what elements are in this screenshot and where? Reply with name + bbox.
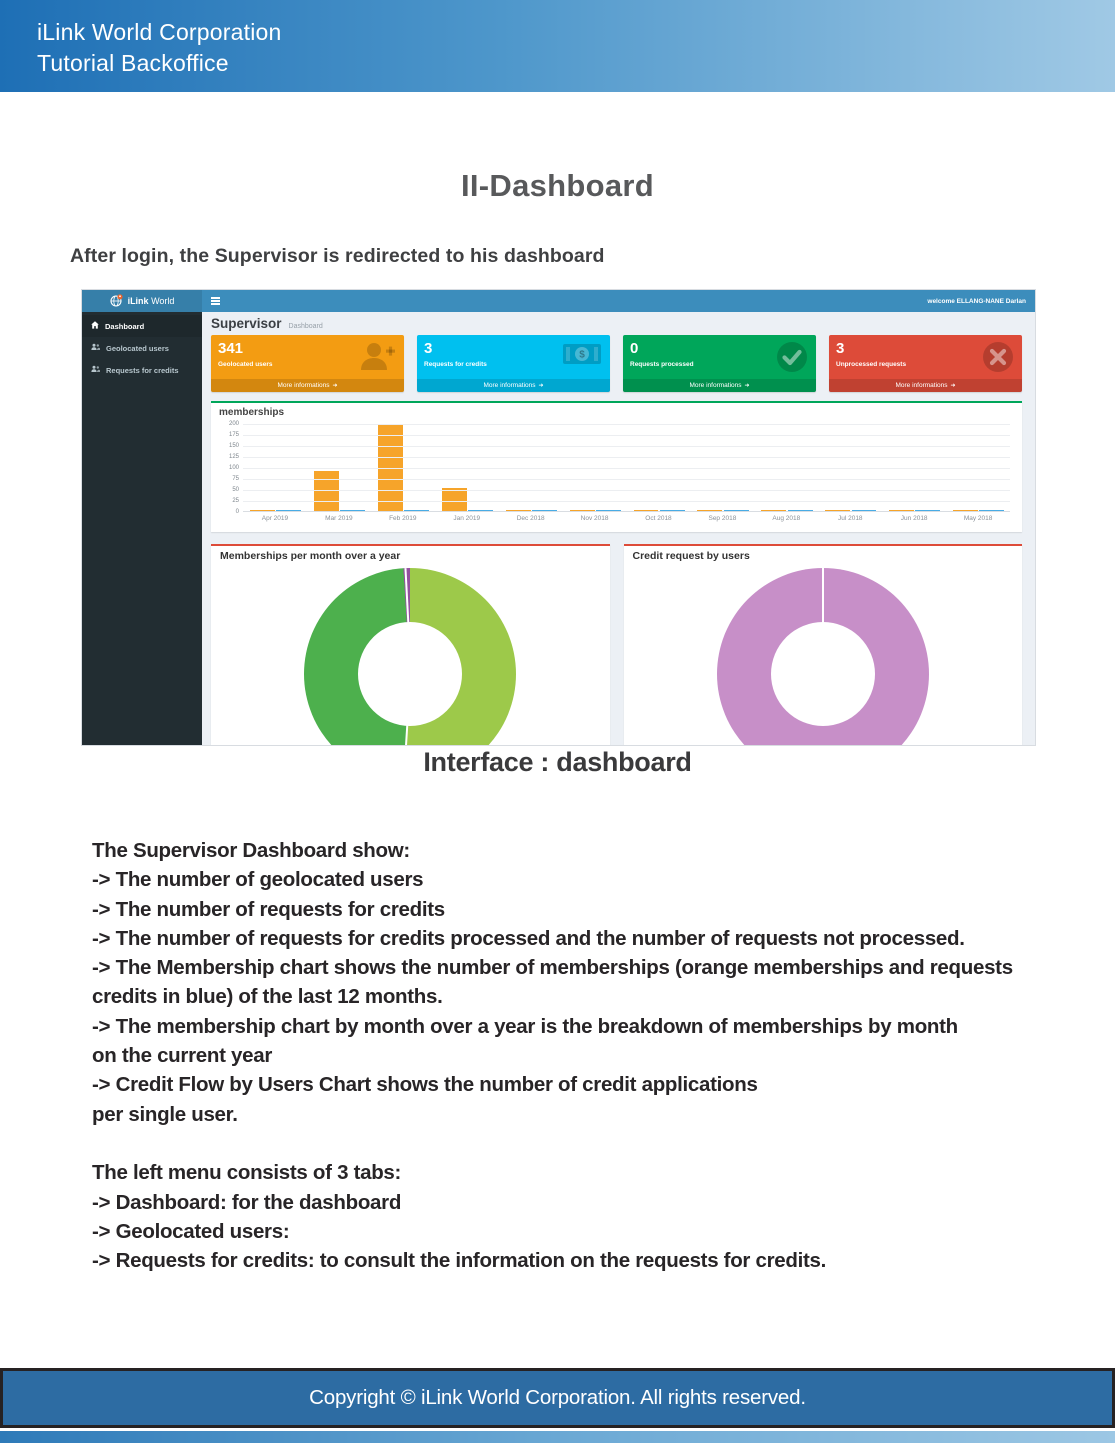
stat-value: 3 xyxy=(836,340,845,357)
body-line: -> The membership chart by month over a year is the breakdown of memberships by month xyxy=(92,1014,958,1038)
y-tick-label: 50 xyxy=(232,487,239,493)
svg-text:$: $ xyxy=(579,349,585,361)
breadcrumb: Dashboard xyxy=(288,323,323,330)
x-circle-icon xyxy=(982,341,1014,378)
body-line: on the current year xyxy=(92,1044,272,1068)
users-icon xyxy=(91,343,100,353)
app-sidebar xyxy=(82,312,202,745)
app-logo[interactable] xyxy=(82,290,202,312)
check-circle-icon xyxy=(776,341,808,378)
stat-cards-row xyxy=(211,335,1022,392)
stat-label: Geolocated users xyxy=(218,361,273,368)
body-line: -> Geolocated users: xyxy=(92,1219,290,1243)
arrow-circle-icon: ➜ xyxy=(950,383,956,389)
more-informations-link[interactable] xyxy=(211,379,404,392)
chart-title: Credit request by users xyxy=(632,550,750,562)
chart-title: memberships xyxy=(219,407,285,418)
body-line: -> The number of geolocated users xyxy=(92,868,424,892)
x-tick-label: Sep 2018 xyxy=(708,515,737,522)
x-tick-label: Mar 2019 xyxy=(325,515,353,522)
sidebar-item-label: Requests for credits xyxy=(106,365,179,375)
plot-area xyxy=(243,424,1010,512)
sidebar-item-requests-for-credits[interactable] xyxy=(82,359,202,381)
y-tick-label: 175 xyxy=(228,432,239,438)
body-line: -> Requests for credits: to consult the information on the requests for credits. xyxy=(92,1249,827,1273)
stat-label: Requests for credits xyxy=(424,361,487,368)
credit-request-bar xyxy=(915,510,940,511)
more-informations-label: More informations xyxy=(483,382,536,389)
membership-bar xyxy=(250,510,275,511)
stat-card-requests-for-credits xyxy=(417,335,610,392)
credit-request-bar xyxy=(340,510,365,511)
credit-request-bar xyxy=(596,510,621,511)
users-icon xyxy=(91,365,100,375)
credit-request-bar xyxy=(468,510,493,511)
x-tick-label: Nov 2018 xyxy=(580,515,609,522)
membership-bar xyxy=(889,510,914,511)
app-content xyxy=(202,312,1035,745)
page-footer xyxy=(0,1368,1115,1428)
body-line: -> Credit Flow by Users Chart shows the number of credit applications xyxy=(92,1073,758,1097)
memberships-donut-box xyxy=(211,544,610,745)
body-line: -> Dashboard: for the dashboard xyxy=(92,1190,402,1214)
sidebar-item-label: Dashboard xyxy=(105,321,145,331)
stat-value: 0 xyxy=(630,340,639,357)
sidebar-item-dashboard[interactable] xyxy=(82,315,202,337)
arrow-circle-icon: ➜ xyxy=(744,383,750,389)
gridline xyxy=(243,435,1010,436)
more-informations-link[interactable] xyxy=(829,379,1022,392)
x-tick-label: May 2018 xyxy=(963,515,993,522)
memberships-donut-chart xyxy=(304,568,516,745)
memberships-chart-box xyxy=(211,401,1022,532)
x-tick-label: Oct 2018 xyxy=(645,515,672,522)
more-informations-link[interactable] xyxy=(623,379,816,392)
x-tick-label: Jun 2018 xyxy=(900,515,928,522)
y-tick-label: 125 xyxy=(228,454,239,460)
screenshot-caption: Interface : dashboard xyxy=(423,747,692,777)
x-tick-label: Aug 2018 xyxy=(772,515,801,522)
body-line: The left menu consists of 3 tabs: xyxy=(92,1161,402,1185)
body-line: credits in blue) of the last 12 months. xyxy=(92,985,443,1009)
stat-label: Unprocessed requests xyxy=(836,361,907,368)
company-name: iLink World Corporation xyxy=(37,19,282,45)
arrow-circle-icon: ➜ xyxy=(332,383,338,389)
y-tick-label: 100 xyxy=(228,465,239,471)
membership-bar xyxy=(314,471,339,511)
more-informations-link[interactable] xyxy=(417,379,610,392)
page-header xyxy=(0,0,1115,92)
section-title: II-Dashboard xyxy=(460,168,655,203)
membership-bar xyxy=(697,510,722,511)
stat-value: 3 xyxy=(424,340,433,357)
body-line: -> The number of requests for credits processed and the number of requests not processed. xyxy=(92,926,965,950)
x-tick-label: Jan 2019 xyxy=(453,515,481,522)
body-text xyxy=(92,836,1052,1275)
credit-request-bar xyxy=(724,510,749,511)
membership-bar xyxy=(570,510,595,511)
copyright-text: Copyright © iLink World Corporation. All rights reserved. xyxy=(309,1386,806,1409)
membership-bar xyxy=(506,510,531,511)
membership-bar xyxy=(953,510,978,511)
home-icon xyxy=(91,321,99,331)
globe-icon xyxy=(110,294,123,309)
x-tick-label: Jul 2018 xyxy=(837,515,863,522)
gridline xyxy=(243,457,1010,458)
credit-request-donut-chart xyxy=(717,568,929,745)
sidebar-item-label: Geolocated users xyxy=(106,343,169,353)
user-plus-icon xyxy=(360,341,396,376)
credit-request-bar xyxy=(788,510,813,511)
y-tick-label: 150 xyxy=(228,443,239,449)
body-line: -> The number of requests for credits xyxy=(92,897,445,921)
membership-bar xyxy=(825,510,850,511)
body-line xyxy=(92,1129,1052,1158)
body-line: The Supervisor Dashboard show: xyxy=(92,839,410,862)
stat-card-requests-processed xyxy=(623,335,816,392)
gridline xyxy=(243,424,1010,425)
stat-label: Requests processed xyxy=(630,361,694,368)
credit-request-bar xyxy=(404,510,429,511)
gridline xyxy=(243,446,1010,447)
document-subtitle: Tutorial Backoffice xyxy=(37,50,229,76)
brand-bold: iLink xyxy=(127,296,149,306)
y-tick-label: 75 xyxy=(232,476,239,482)
x-axis-labels xyxy=(243,515,1010,522)
membership-bar xyxy=(442,488,467,511)
body-line: per single user. xyxy=(92,1102,238,1126)
gridline xyxy=(243,468,1010,469)
credit-request-bar xyxy=(660,510,685,511)
credit-request-bar xyxy=(852,510,877,511)
footer-accent-strip xyxy=(0,1431,1115,1443)
more-informations-label: More informations xyxy=(689,382,742,389)
gridline xyxy=(243,490,1010,491)
welcome-user-label[interactable]: welcome ELLANG-NANE Darlan xyxy=(927,297,1026,305)
membership-bar xyxy=(634,510,659,511)
x-tick-label: Feb 2019 xyxy=(389,515,417,522)
y-tick-label: 200 xyxy=(228,421,239,427)
more-informations-label: More informations xyxy=(277,382,330,389)
stat-card-geolocated-users xyxy=(211,335,404,392)
y-tick-label: 0 xyxy=(235,509,239,515)
credit-request-bar xyxy=(276,510,301,511)
y-tick-label: 25 xyxy=(232,498,239,504)
app-topbar xyxy=(82,290,1035,312)
brand-regular: World xyxy=(151,296,175,306)
dollar-bill-icon xyxy=(562,341,602,372)
stat-value: 341 xyxy=(218,340,244,357)
intro-text: After login, the Supervisor is redirected to his dashboard xyxy=(70,245,605,267)
credit-request-bar xyxy=(979,510,1004,511)
memberships-bar-chart xyxy=(219,420,1014,528)
credit-request-bar xyxy=(532,510,557,511)
sidebar-item-geolocated-users[interactable] xyxy=(82,337,202,359)
stat-card-unprocessed-requests xyxy=(829,335,1022,392)
x-tick-label: Apr 2019 xyxy=(261,515,289,522)
credit-request-donut-box xyxy=(624,544,1023,745)
more-informations-label: More informations xyxy=(895,382,948,389)
dashboard-screenshot xyxy=(82,290,1035,745)
arrow-circle-icon: ➜ xyxy=(538,383,544,389)
gridline xyxy=(243,479,1010,480)
gridline xyxy=(243,501,1010,502)
page-title: Supervisor xyxy=(211,316,282,331)
chart-title: Memberships per month over a year xyxy=(220,550,401,562)
body-line: -> The Membership chart shows the number of memberships (orange memberships and requests xyxy=(92,956,1013,980)
hamburger-menu-icon[interactable] xyxy=(211,297,220,305)
membership-bar xyxy=(761,510,786,511)
x-tick-label: Dec 2018 xyxy=(516,515,545,522)
